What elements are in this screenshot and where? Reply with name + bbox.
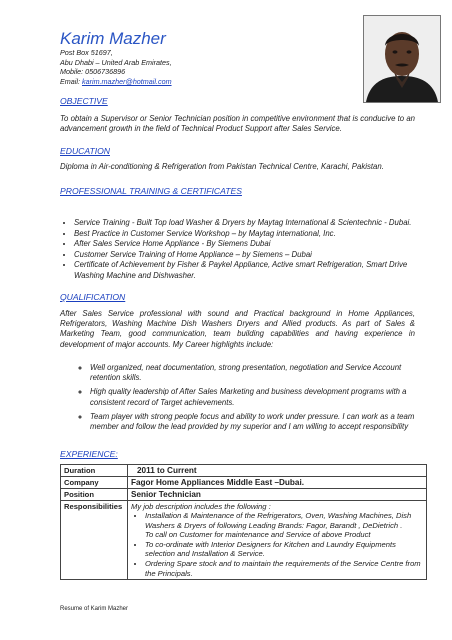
position-value: Senior Technician xyxy=(128,489,427,501)
experience-heading: EXPERIENCE: xyxy=(60,449,118,459)
table-row xyxy=(61,489,427,501)
responsibilities-value xyxy=(128,501,427,580)
table-row xyxy=(61,465,427,477)
education-text: Diploma in Air-conditioning & Refrigeration from Pakistan Technical Centre, Karachi, Pakistan. xyxy=(60,162,384,171)
table-row xyxy=(61,501,427,580)
email-line xyxy=(60,77,172,87)
candidate-name: Karim Mazher xyxy=(60,29,166,48)
mobile-number: Mobile: 0506736896 xyxy=(60,67,126,77)
address-line-2: Abu Dhabi – United Arab Emirates, xyxy=(60,57,172,67)
list-item: ◦ Team player with strong people focus and ability to work under pressure. I can work as a team member and follow the lead provided by my superior and I am willing to accept responsibility xyxy=(90,412,432,432)
list-item: • Installation & Maintenance of the Refrigerators, Oven, Washing Machines, Dish Washers & Dryers of following Leading Brands: Fagor, Barandt , DeDietrich . To call on Customer for maintenance and Service of above Product xyxy=(145,511,423,540)
responsibilities-label: Responsibilities xyxy=(61,501,128,580)
experience-table xyxy=(60,464,427,580)
training-heading: PROFESSIONAL TRAINING & CERTIFICATES xyxy=(60,186,242,196)
qualification-text: After Sales Service professional with sound and Practical background in Home Appliances, Refrigerators, Washing Machine Dish Washers Dryers and Allied products. As part of Sales & Marketing Team, good communication, team building capabilities and having experience in development of major accounts. My Career highlights include: xyxy=(60,309,415,349)
responsibility-extra: To call on Customer for maintenance and Service of above Product xyxy=(145,530,371,540)
list-item: ◦ Well organized, neat documentation, strong presentation, negotiation and Service Account retention skills. xyxy=(90,363,432,383)
list-item: • Customer Service Training of Home Appliance – by Siemens – Dubai xyxy=(74,250,434,261)
list-item: ◦ High quality leadership of After Sales Marketing and business development programs with a consistent record of Target achievements. xyxy=(90,387,432,407)
contact-block xyxy=(60,48,172,86)
responsibilities-intro: My job description includes the following : xyxy=(131,502,271,511)
company-value: Fagor Home Appliances Middle East –Dubai. xyxy=(128,477,427,489)
table-row xyxy=(61,477,427,489)
objective-heading: OBJECTIVE xyxy=(60,96,108,106)
qualification-heading: QUALIFICATION xyxy=(60,292,126,302)
email-link[interactable]: karim.mazher@hotmail.com xyxy=(81,76,172,86)
company-label: Company xyxy=(61,477,128,489)
list-item: • Ordering Spare stock and to maintain the requirements of the Service Centre from the Principals. xyxy=(145,559,423,578)
objective-text: To obtain a Supervisor or Senior Technician position in competitive environment that is conducive to an advancement growth in the field of Technical Product Support after Sales Service. xyxy=(60,114,415,134)
email-label: Email: xyxy=(60,76,80,86)
list-item: • After Sales Service Home Appliance - By Siemens Dubai xyxy=(74,239,434,250)
responsibilities-list xyxy=(131,511,423,578)
position-label: Position xyxy=(61,489,128,501)
training-list xyxy=(60,218,434,282)
profile-photo xyxy=(363,15,441,103)
list-item: • Certificate of Achievement by Fisher & Paykel Appliance, Active smart Refrigeration, Smart Drive Washing Machine and Dishwasher. xyxy=(74,260,434,281)
list-item: • Best Practice in Customer Service Workshop – by Maytag international, Inc. xyxy=(74,229,434,240)
education-heading: EDUCATION xyxy=(60,146,110,156)
list-item: • To co-ordinate with Interior Designers for Kitchen and Laundry Equipments selection and Installation & Service. xyxy=(145,540,423,559)
page-footer: Resume of Karim Mazher xyxy=(60,606,129,612)
duration-value: 2011 to Current xyxy=(128,465,427,477)
career-highlights-list xyxy=(74,363,432,436)
duration-label: Duration xyxy=(61,465,128,477)
list-item: • Service Training - Built Top load Washer & Dryers by Maytag International & Scientechnic - Dubai. xyxy=(74,218,434,229)
address-line-1: Post Box 51697, xyxy=(60,48,113,57)
